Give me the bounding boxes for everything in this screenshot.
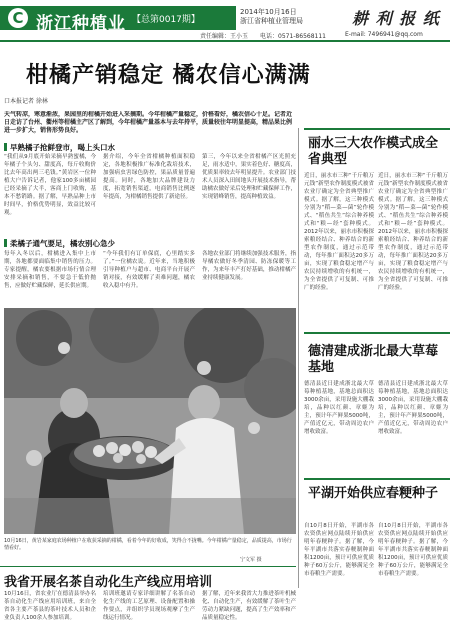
article-column: 每年入冬以后，柑橘进入集中上市期，各地都要面临集中销售的压力。专家提醒，橘农要根据市场行情合理安排采摘和销售，不要急于低价抛售，应做好贮藏保鲜，延长供应期。 [4,251,96,289]
masthead-subline [0,31,450,39]
masthead-rule [0,40,450,42]
byline: 口本报记者 徐林 [4,98,48,105]
photo-illustration [4,308,296,534]
side-story-text: 自10月8日开始，平湖市各农资供应网点陆续开始供应明年春粳种子。据了解，今年平湖市共落实春粳制种面积1200亩，预计可供应优质种子60万公斤，能够满足全市春粮生产需要。 [304,523,374,577]
masthead [0,0,450,38]
bottom-headline: 我省开展名茶自动化生产线应用培训 [4,575,213,590]
side-story-text-cont: 近日，丽水市三种“千斤粮万元钱”新型农作制度模式被省农业厅确定为全省典型推广模式。据了解，这三种模式分别为“稻—菜—菌”轮作模式、“稻鱼共生”综合种养模式和“粮—经”套种模式。2012年以来，丽水市积极探索粮经结合、种养结合的新型农作制度，通过示范带动，每年推广面积达20多万亩，实现了粮食稳定增产与农民持续增收的有机统一，为全省提供了可复制、可推广的经验。 [378,173,448,291]
section-marker [4,143,7,151]
side-rule [304,332,450,334]
date-block [240,8,303,26]
article-column: 第三，今年以来全省柑橘产区光照充足，雨水适中，果实着色好、糖度高，优质果率较去年明显提升。农业部门技术人员深入田间地头开展技术指导，帮助橘农做好采后处理和贮藏保鲜工作，实现错峰销售，提高种植效益。 [202,154,296,200]
bottom-rule [0,566,296,567]
section-letter-icon: C [8,8,28,28]
side-story-text-cont: 自10月8日开始，平湖市各农资供应网点陆续开始供应明年春粳种子。据了解，今年平湖市共落实春粳制种面积1200亩，预计可供应优质种子60万公斤，能够满足全市春粮生产需要。 [378,523,448,577]
editor-credit: 责任编辑：王小玉 [200,33,249,40]
orange-harvest-photo [4,308,296,534]
photo-caption: 10月16日，黄岩某家庭农场种植户在收获采摘的柑橘，看着今年的好收成，笑得合不拢嘴。今年柑橘产量稳定，品质提高，市场行情看好。 [4,538,292,551]
section-title: 浙江种植业 [36,14,126,34]
article-column: “今年我们有订单保底，心里踏实多了。”一位橘农说。近年来，当地积极引导种植户与超市、电商平台开展产销对接，有效缓解了卖难问题，橘农收入稳中有升。 [103,251,195,289]
main-headline: 柑橘产销稳定 橘农信心满满 [26,63,311,88]
masthead-banner [0,6,236,34]
section-marker [4,239,7,247]
section-heading: 早熟橘子抢鲜登市，喝上头口水 [10,143,115,152]
lede-paragraph: 天气转凉，寒意渐浓，果园里的柑橘开始进入采摘期。今年柑橘产量稳定，价格看好，橘农信心十足。记者近日走访了台州、衢州等柑橘主产区了解到，今年柑橘产量基本与去年持平，质量较往年明显提高，精品果比例进一步扩大，销售形势良好。 [4,111,293,134]
date-line: 2014年10月16日 [240,8,297,16]
side-story-title: 丽水三大农作模式成全省典型 [308,136,439,167]
side-story-text: 近日，丽水市三种“千斤粮万元钱”新型农作制度模式被省农业厅确定为全省典型推广模式。据了解，这三种模式分别为“稻—菜—菌”轮作模式、“稻鱼共生”综合种养模式和“粮—经”套种模式。2012年以来，丽水市积极探索粮经结合、种养结合的新型农作制度，通过示范带动，每年推广面积达20多万亩，实现了粮食稳定增产与农民持续增收的有机统一，为全省提供了可复制、可推广的经验。 [304,173,374,291]
side-story-title: 平湖开始供应春粳种子 [308,486,439,501]
section-heading: 柔橘子通气要足，橘农别心急少 [10,239,115,248]
article-column: 据了解，近年来我省大力推进茶叶机械化、自动化生产，有效缓解了茶叶生产劳动力紧缺问题，提高了生产效率和产品质量稳定性。 [202,591,296,621]
photo-credit: 宁文军 摄 [240,557,262,563]
side-story-text-cont: 德清县近日建成浙北最大草莓种植基地，基地总面积达3000余亩，采用设施大棚栽培，品种以红颜、章姬为主，预计年产鲜果5000吨，产值近亿元，带动周边农户增收致富。 [378,381,448,435]
article-column: 各地农业部门将继续加强技术服务，指导橘农做好冬季清园、防冻保暖等工作，为来年丰产打好基础，推动柑橘产业持续健康发展。 [202,251,296,281]
side-story-text: 德清县近日建成浙北最大草莓种植基地，基地总面积达3000余亩，采用设施大棚栽培，品种以红颜、章姬为主，预计年产鲜果5000吨，产值近亿元，带动周边农户增收致富。 [304,381,374,435]
column-divider [298,128,299,588]
publisher-line: 浙江省种植业管理局 [240,17,303,25]
issue-number: 【总第0017期】 [132,15,200,25]
editor-email: E-mail: 7496941@qq.com [345,31,423,38]
article-column: 培训班邀请专家详细讲解了名茶自动化生产线的工艺原理、设备配置和操作要点，并组织学员现场观摩了生产线运行情况。 [103,591,195,621]
newspaper-logo: 耕 利 报 纸 [352,9,440,28]
article-column: “我们从9月底开始采摘早熟蜜橘，今年橘子个头匀、甜度高，每斤收购价比去年高出两三毛钱。”黄岩区一位种植大户告诉记者，他家100多亩橘园已经采摘了大半，客商上门收购，基本不愁销路。据了解，早熟品种上市时间早，价格优势明显，效益比较可观。 [4,154,96,216]
article-column: 10月16日，省农业厅在德清县举办名茶自动化生产线应用培训班，来自全省各主要产茶县的茶叶技术人员和企业负责人100余人参加培训。 [4,591,96,621]
side-top-rule [304,128,450,130]
side-rule [304,478,450,480]
editor-phone: 电话：0571-86568111 [260,33,326,40]
article-column: 据介绍，今年全省柑橘种植面积稳定，各地积极推广标准化栽培技术，加强病虫害绿色防控，果品质量普遍提高。同时，各地加大品牌建设力度，拓宽销售渠道，电商销售比例逐年提高，为柑橘销售提供了新途径。 [103,154,195,200]
side-story-title: 德清建成浙北最大草莓基地 [308,344,439,375]
